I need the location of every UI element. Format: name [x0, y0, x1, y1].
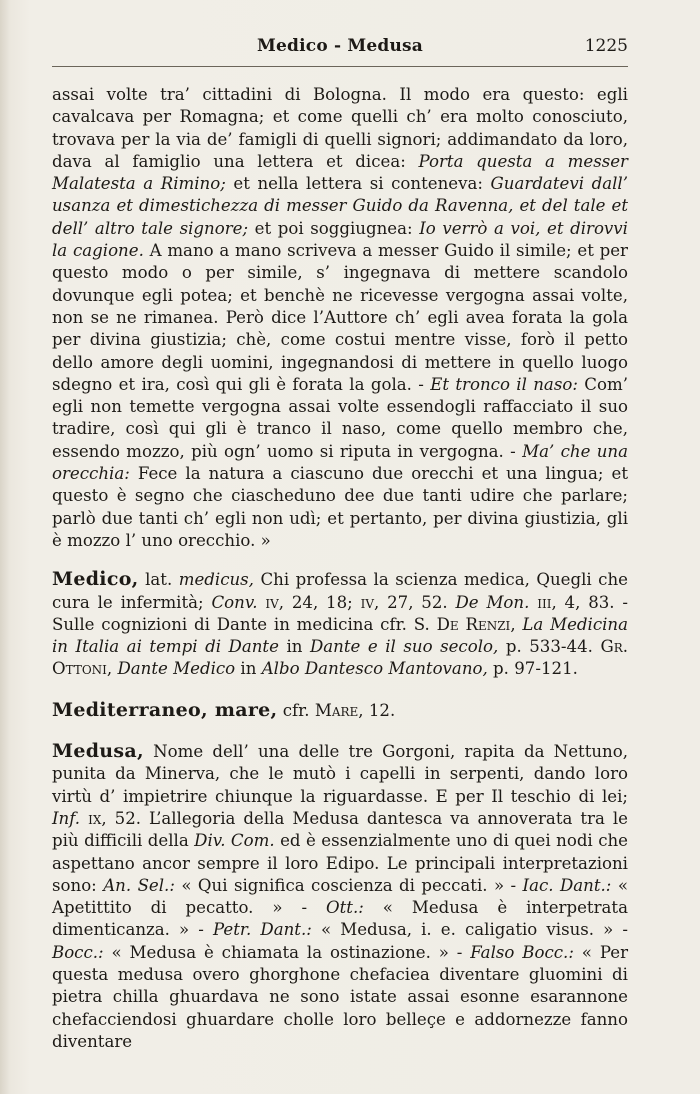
entry-0-segment: iv — [360, 592, 374, 612]
entry-2-segment: « Medusa è interpetrata dimenticanza. » - — [52, 898, 628, 940]
continuation-segment: et nella lettera si conteneva: — [225, 174, 491, 194]
headword-medusa: Medusa, — [52, 740, 144, 763]
continuation-segment: Com’ egli non temette vergogna assai volte essendogli raffacciato il suo tradire, così qui gli è tranco il naso, come quello membro che, essendo mozzo, più ogn’ uomo si riputa in vergogna. - — [52, 374, 628, 461]
header-rule — [52, 66, 628, 67]
entry-0-segment: , 24, 18; — [278, 592, 361, 612]
entry-0-segment: De Renzi — [436, 614, 511, 634]
entry-0-segment: , — [106, 659, 118, 679]
entry-2-segment: « Per questa medusa overo ghorghone chefaciea diventare gluomini di pietra chilla ghuardava ne sono istate assai esonne esarannone chefacciendosi ghuardare cholle loro belleçe e addornezze fanno diventare — [52, 942, 629, 1051]
entry-medusa-text — [52, 742, 628, 1051]
entry-2-segment: ix — [88, 808, 102, 828]
entry-medico-text — [52, 570, 628, 678]
continuation-segment: Guardatevi dall’ usanza et dimestichezza di messer Guido da Ravenna, et del tale et dell’ altro tale signore; — [52, 174, 628, 238]
entry-2-segment: Div. Com. — [194, 831, 275, 851]
continuation-segment: Fece la natura a ciascuno due orecchi et una lingua; et questo è segno che ciascheduno dee due tanti udire che parlare; parlò due tanti ch’ egli non udì; et pertanto, per divina giustizia, gli è mozzo l’ uno orecchio. » — [52, 464, 628, 550]
entry-2-segment: An. Sel.: — [103, 875, 175, 895]
continuation-segment: Et tronco il naso: — [430, 374, 578, 394]
entry-medusa — [52, 740, 628, 1053]
continuation-segment: Io verrò a voi, et dirovvi la cagione. — [52, 218, 628, 261]
entry-0-segment: , 27, 52. — [374, 592, 456, 612]
entry-1-segment: Mare — [314, 700, 359, 720]
continuation-segment: Ma’ che una orecchia: — [52, 441, 628, 484]
entry-2-segment: « Medusa, i. e. caligatio visus. » - — [311, 920, 629, 940]
entry-2-segment: , 52. L’allegoria della Medusa dantesca va annoverata tra le più difficili della — [52, 808, 628, 851]
entry-mediterraneo — [52, 699, 628, 722]
entry-medico — [52, 568, 628, 680]
entry-0-segment: in — [235, 659, 262, 679]
entry-0-segment: Albo Dantesco Mantovano, — [261, 659, 488, 679]
entry-2-segment: « Medusa è chiamata la ostinazione. » - — [103, 942, 471, 962]
entry-0-segment: iv — [265, 592, 279, 612]
entry-1-segment: , 12. — [358, 700, 396, 720]
entry-2-segment — [80, 809, 88, 828]
entry-0-segment: p. 97-121. — [487, 659, 578, 679]
headword-medico: Medico, — [52, 568, 139, 591]
continuation-paragraph — [52, 84, 628, 552]
entry-0-segment: Chi professa la scienza medica, Quegli che cura le infermità; — [52, 570, 628, 612]
continuation-segment: assai volte tra’ cittadini di Bologna. Il modo era questo: egli cavalcava per Romagna; et come quelli ch’ era molto conosciuto, trovava per la via de’ famigli di quelli signori; addimandato da loro, dava al famiglio una lettera et dicea: — [52, 85, 628, 171]
entry-2-segment: ed è essenzialmente uno di quei nodi che aspettano ancor sempre il loro Edipo. Le principali interpretazioni sono: — [52, 831, 628, 895]
entry-mediterraneo-text — [277, 701, 395, 720]
entry-2-segment: Falso Bocc.: — [470, 942, 574, 962]
entry-0-segment: Conv. — [211, 592, 258, 612]
headword-mediterraneo: Mediterraneo, mare, — [52, 698, 278, 721]
entry-0-segment: in — [278, 637, 310, 657]
continuation-segment: Porta questa a messer Malatesta a Rimino; — [52, 151, 628, 194]
running-head-title: Medico - Medusa — [256, 36, 424, 56]
entry-2-segment: Iac. Dant.: — [522, 875, 612, 895]
page-number: 1225 — [584, 36, 628, 56]
entry-0-segment: Dante e il suo secolo, — [309, 637, 499, 657]
entry-0-segment: , 4, 83. - Sulle cognizioni di Dante in medicina cfr. S. — [52, 592, 629, 634]
entry-1-segment: cfr. — [277, 700, 315, 720]
entry-2-segment: « Qui significa coscienza di peccati. » - — [174, 875, 523, 895]
entry-2-segment: Ott.: — [326, 898, 364, 918]
entry-0-segment: lat. — [138, 570, 179, 590]
entry-0-segment: La Medicina in Italia ai tempi di Dante — [52, 614, 629, 657]
continuation-segment: A mano a mano scriveva a messer Guido il simile; et per questo modo o per simile, s’ ingegnava di mettere scandolo dovunque egli potea; et benchè ne ricevesse vergogna assai volte, non se ne rimanea. Però dice l’Auttore ch’ egli avea forata la gola per divina giustizia; chè, come costui mentre visse, forò il petto dello amore degli uomini, ingegnandosi di mettere in quello luogo sdegno et ira, così qui gli è forata la gola. - — [52, 241, 628, 394]
entry-2-segment: Nome dell’ una delle tre Gorgoni, rapita da Nettuno, punita da Minerva, che le mutò i capelli in serpenti, dando loro virtù d’ impietrire chiunque la riguardasse. E per Il teschio di lei; — [52, 742, 628, 806]
entry-2-segment: « Apetittito di pecatto. » - — [52, 875, 628, 918]
entry-2-segment: Inf. — [52, 808, 81, 828]
running-header — [52, 36, 628, 64]
entry-0-segment: iii — [537, 592, 552, 612]
entry-0-segment: De Mon. — [455, 592, 530, 612]
page-body — [52, 84, 628, 1053]
entry-0-segment: Gr. Ottoni — [52, 637, 629, 679]
entry-0-segment: p. 533-44. — [498, 637, 601, 657]
entry-0-segment: medicus, — [178, 570, 254, 590]
entry-2-segment: Petr. Dant.: — [213, 920, 312, 940]
entry-0-segment: , — [510, 614, 523, 634]
continuation-segment: et poi soggiugnea: — [248, 218, 420, 238]
entry-0-segment: Dante Medico — [117, 659, 236, 679]
entry-2-segment: Bocc.: — [52, 942, 104, 962]
